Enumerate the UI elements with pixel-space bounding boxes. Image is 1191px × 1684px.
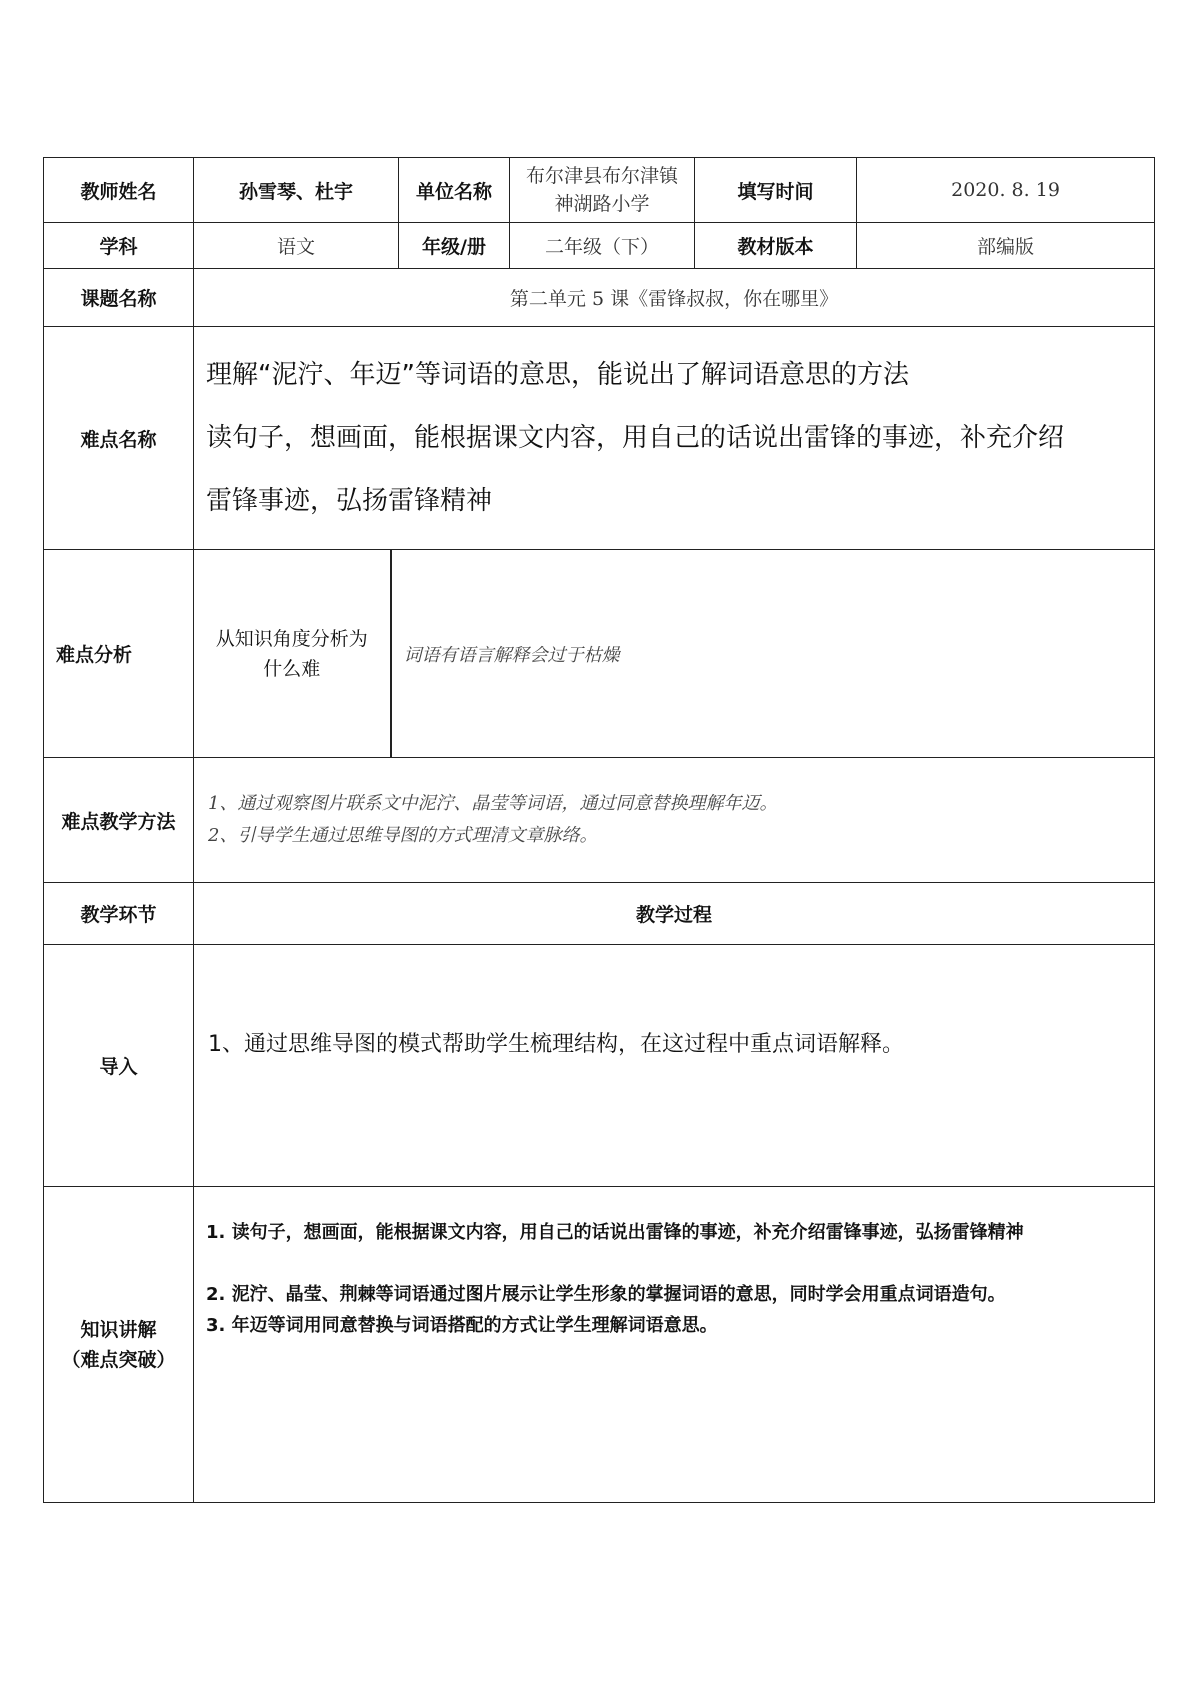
lesson-title-value: 第二单元 5 课《雷锋叔叔，你在哪里》: [194, 269, 1155, 327]
intro-label: 导入: [44, 945, 194, 1187]
unit-name-label: 单位名称: [399, 158, 510, 223]
grade-label: 年级/册: [399, 223, 510, 269]
difficulty-label: 难点名称: [44, 327, 194, 550]
process-header: 教学过程: [194, 883, 1155, 945]
teacher-name-label: 教师姓名: [44, 158, 194, 223]
difficulty-line-1: 理解“泥泞、年迈”等词语的意思，能说出了解词语意思的方法: [206, 359, 909, 390]
lesson-title-label: 课题名称: [44, 269, 194, 327]
stage-header: 教学环节: [44, 883, 194, 945]
teacher-name-value: 孙雪琴、杜宇: [194, 158, 399, 223]
knowledge-label-line-2: （难点突破）: [61, 1348, 176, 1371]
knowledge-spacer: [206, 1248, 1142, 1279]
edition-label: 教材版本: [695, 223, 857, 269]
analysis-question-line-1: 从知识角度分析为: [215, 627, 368, 650]
analysis-question: [194, 550, 391, 758]
knowledge-label-line-1: 知识讲解: [80, 1318, 157, 1341]
intro-row: [44, 945, 1155, 1187]
knowledge-item-1: 1. 读句子，想画面，能根据课文内容，用自己的话说出雷锋的事迹，补充介绍雷锋事迹，弘扬雷锋精神: [206, 1222, 1024, 1243]
analysis-question-line-2: 什么难: [263, 657, 321, 680]
difficulty-line-3: 雷锋事迹，弘扬雷锋精神: [206, 485, 493, 516]
knowledge-row: [44, 1187, 1155, 1503]
lesson-plan-sheet: [43, 157, 1154, 1503]
knowledge-item-2: 2. 泥泞、晶莹、荆棘等词语通过图片展示让学生形象的掌握词语的意思，同时学会用重点词语造句。: [206, 1284, 1006, 1305]
subject-label: 学科: [44, 223, 194, 269]
edition-value: 部编版: [857, 223, 1155, 269]
knowledge-item-3: 3. 年迈等词用同意替换与词语搭配的方式让学生理解词语意思。: [206, 1315, 718, 1336]
method-row: [44, 758, 1155, 883]
method-item-1: 1、通过观察图片联系文中泥泞、晶莹等词语，通过同意替换理解年迈。: [208, 793, 778, 814]
knowledge-content: [194, 1187, 1155, 1503]
analysis-label: 难点分析: [44, 550, 194, 758]
analysis-row: [44, 550, 1155, 758]
method-content: [194, 758, 1155, 883]
fill-date-label: 填写时间: [695, 158, 857, 223]
subject-value: 语文: [194, 223, 399, 269]
unit-name-line-2: 神湖路小学: [554, 193, 650, 215]
analysis-answer: 词语有语言解释会过于枯燥: [391, 550, 1155, 758]
header-row-1: [44, 158, 1155, 223]
difficulty-row: [44, 327, 1155, 550]
difficulty-content: [194, 327, 1155, 550]
lesson-plan-table: [43, 157, 1155, 1503]
method-item-2: 2、引导学生通过思维导图的方式理清文章脉络。: [208, 825, 598, 846]
unit-name-line-1: 布尔津县布尔津镇: [526, 165, 679, 187]
process-header-row: [44, 883, 1155, 945]
header-row-2: [44, 223, 1155, 269]
method-label: 难点教学方法: [44, 758, 194, 883]
difficulty-line-2: 读句子，想画面，能根据课文内容，用自己的话说出雷锋的事迹，补充介绍: [206, 422, 1065, 453]
knowledge-label: [44, 1187, 194, 1503]
grade-value: 二年级（下）: [510, 223, 695, 269]
fill-date-value: 2020. 8. 19: [857, 158, 1155, 223]
intro-content: 1、通过思维导图的模式帮助学生梳理结构，在这过程中重点词语解释。: [194, 945, 1155, 1187]
lesson-title-row: [44, 269, 1155, 327]
unit-name-value: [510, 158, 695, 223]
